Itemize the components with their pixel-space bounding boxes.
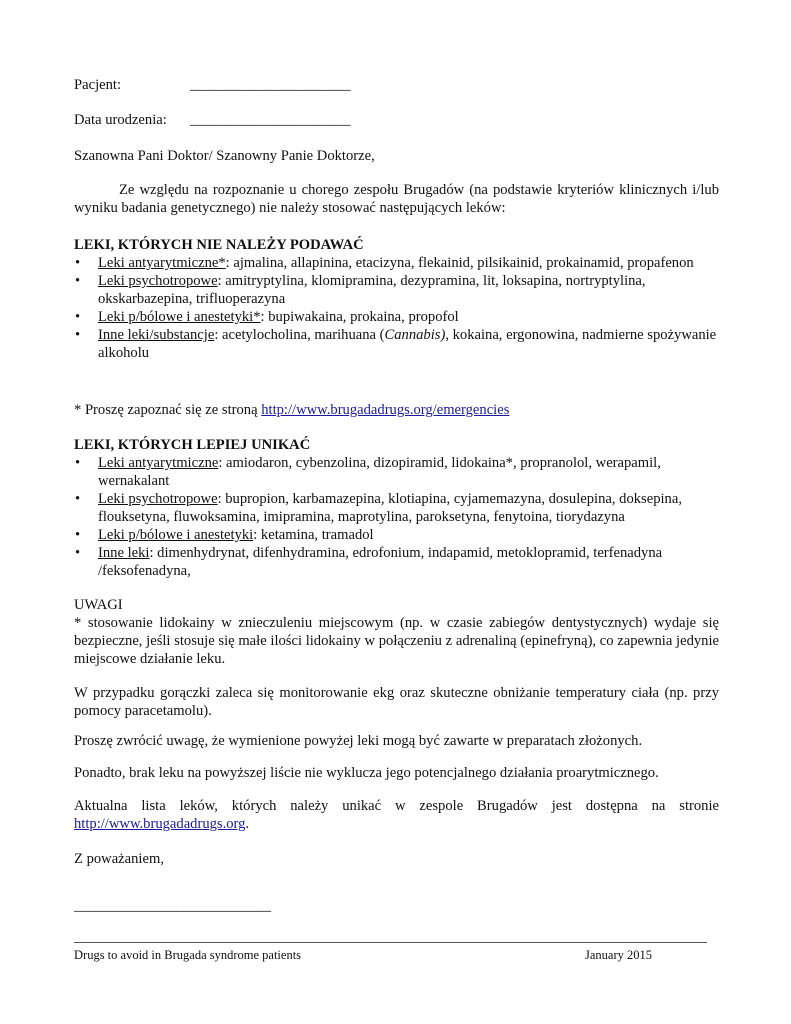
list-item xyxy=(74,526,719,544)
closing: Z poważaniem, xyxy=(74,851,164,867)
item-text: : bupropion, karbamazepina, klotiapina, cyjamemazyna, dosulepina, doksepina, flouksetyna, fluwoksamina, imipramina, maprotylina, paroksetyna, fenytoina, tiorydazyna xyxy=(98,491,682,525)
list-item xyxy=(74,454,719,490)
item-label: Leki antyarytmiczne* xyxy=(98,255,226,271)
bullet-icon: • xyxy=(75,455,81,471)
section-avoid-strict xyxy=(74,236,719,362)
footer-title: Drugs to avoid in Brugada syndrome patients xyxy=(74,948,302,962)
patient-blank[interactable]: ______________________ xyxy=(190,77,351,93)
signature-line[interactable]: ___________________________ xyxy=(74,898,272,914)
notes-section xyxy=(74,596,719,668)
emergencies-note xyxy=(74,401,719,419)
notes-heading: UWAGI xyxy=(74,597,123,613)
section1-heading: LEKI, KTÓRYCH NIE NALEŻY PODAWAĆ xyxy=(74,237,364,253)
list-suffix: . xyxy=(245,816,250,832)
bullet-icon: • xyxy=(75,255,81,271)
list-item xyxy=(74,308,719,326)
item-label: Leki antyarytmiczne xyxy=(98,455,219,471)
item-text: , kokaina, ergonowina, nadmierne spożywanie alkoholu xyxy=(98,327,717,361)
footer-date: January 2015 xyxy=(585,948,652,962)
item-text: : amiodaron, cybenzolina, dizopiramid, lidokaina*, propranolol, werapamil, wernakalant xyxy=(98,455,661,489)
greeting: Szanowna Pani Doktor/ Szanowny Panie Doktorze, xyxy=(74,148,375,164)
list-item xyxy=(74,326,719,362)
note-text: * Proszę zapoznać się ze stroną xyxy=(74,402,262,418)
bullet-icon: • xyxy=(75,545,81,561)
list-item xyxy=(74,254,719,272)
section2-list xyxy=(74,454,719,580)
item-text: : dimenhydrynat, difenhydramina, edrofonium, indapamid, metoklopramid, terfenadyna /feksofenadyna, xyxy=(98,545,663,579)
footer-divider xyxy=(74,942,707,943)
item-text: : ketamina, tramadol xyxy=(253,527,374,543)
absence-paragraph: Ponadto, brak leku na powyższej liście nie wyklucza jego potencjalnego działania proarytmicznego. xyxy=(74,765,659,781)
list-item xyxy=(74,544,719,580)
item-label: Inne leki xyxy=(98,545,150,561)
bullet-icon: • xyxy=(75,527,81,543)
item-text: : acetylocholina, marihuana ( xyxy=(214,327,385,343)
item-label: Leki psychotropowe xyxy=(98,491,218,507)
notes-text: * stosowanie lidokainy w znieczuleniu miejscowym (np. w czasie zabiegów dentystycznych) wydaje się bezpieczne, jeśli stosuje się małe ilości lidokainy w połączeniu z adrenaliną (epinefryną), co zapewnia jedynie miejscowe działanie leku. xyxy=(74,615,719,667)
bullet-icon: • xyxy=(75,273,81,289)
list-item xyxy=(74,490,719,526)
item-label: Inne leki/substancje xyxy=(98,327,215,343)
intro-paragraph: Ze względu na rozpoznanie u chorego zespołu Brugadów (na podstawie kryteriów klinicznych i/lub wyniku badania genetycznego) nie należy stosować następujących leków: xyxy=(74,182,719,216)
item-text: : ajmalina, allapinina, etacizyna, flekainid, pilsikainid, prokainamid, propafenon xyxy=(225,255,694,271)
section1-list xyxy=(74,254,719,362)
item-italic: Cannabis) xyxy=(384,327,446,343)
item-label: Leki p/bólowe i anestetyki xyxy=(98,527,254,543)
patient-label: Pacjent: xyxy=(74,77,122,93)
section2-heading: LEKI, KTÓRYCH LEPIEJ UNIKAĆ xyxy=(74,437,311,453)
dob-label: Data urodzenia: xyxy=(74,112,167,128)
combined-paragraph: Proszę zwrócić uwagę, że wymienione powyżej leki mogą być zawarte w preparatach złożonych. xyxy=(74,733,643,749)
emergencies-link[interactable]: http://www.brugadadrugs.org/emergencies xyxy=(261,402,510,418)
fever-paragraph: W przypadku gorączki zaleca się monitorowanie ekg oraz skuteczne obniżanie temperatury ciała (np. przy pomocy paracetamolu). xyxy=(74,685,719,719)
section-avoid-preferably xyxy=(74,436,719,580)
item-text: : bupiwakaina, prokaina, propofol xyxy=(260,309,459,325)
dob-blank[interactable]: ______________________ xyxy=(190,112,351,128)
item-label: Leki psychotropowe xyxy=(98,273,218,289)
bullet-icon: • xyxy=(75,491,81,507)
bullet-icon: • xyxy=(75,327,81,343)
brugadadrugs-link[interactable]: http://www.brugadadrugs.org xyxy=(74,816,246,832)
item-text: : amitryptylina, klomipramina, dezypramina, lit, loksapina, nortryptylina, okskarbazepina, trifluoperazyna xyxy=(98,273,646,307)
list-item xyxy=(74,272,719,308)
list-availability-paragraph xyxy=(74,797,719,833)
list-text: Aktualna lista leków, których należy unikać w zespole Brugadów jest dostępna na stronie xyxy=(74,798,719,814)
item-label: Leki p/bólowe i anestetyki* xyxy=(98,309,261,325)
bullet-icon: • xyxy=(75,309,81,325)
